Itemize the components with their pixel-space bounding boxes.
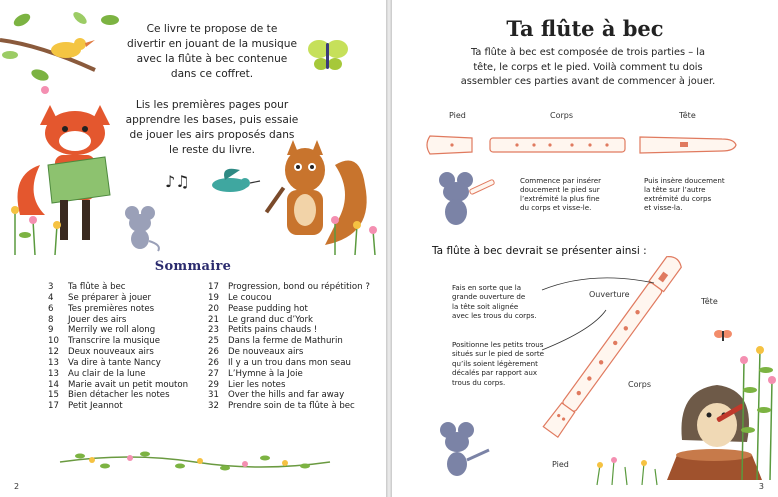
toc-entry	[208, 390, 378, 401]
instruction-line: Puis insère doucement	[644, 176, 725, 185]
toc-entry	[48, 369, 208, 380]
flowers-left-illustration	[5, 190, 85, 255]
toc-page-number: 3	[48, 282, 54, 292]
toc-title: Pease pudding hot	[228, 303, 308, 314]
page-number-right: 3	[758, 482, 764, 491]
toc-entry	[48, 390, 208, 401]
instruction-line: doucement le pied sur	[520, 185, 600, 195]
toc-page-number: 29	[208, 379, 219, 390]
toc-entry	[48, 304, 208, 315]
toc-entry	[208, 293, 378, 304]
toc-title: Se préparer à jouer	[68, 292, 152, 303]
note-line: qu’ils soient légèrement	[452, 358, 538, 368]
toc-title: Petit Jeannot	[68, 401, 123, 412]
toc-entry	[48, 293, 208, 304]
toc-page-number: 15	[48, 390, 59, 401]
intro-line: le reste du livre.	[169, 144, 255, 156]
label-pied: Pied	[449, 111, 466, 120]
toc-page-number: 6	[48, 303, 54, 314]
hummingbird-illustration	[200, 165, 260, 200]
label-corps: Corps	[550, 111, 574, 120]
note-line: la tête soit alignée	[452, 301, 519, 311]
toc-entry	[48, 401, 208, 412]
toc-title: Jouer des airs	[68, 314, 127, 325]
toc-entry	[48, 325, 208, 336]
sommaire-title: Sommaire	[154, 259, 232, 274]
branch-bird-illustration	[0, 0, 130, 100]
note-line: avec les trous du corps.	[452, 311, 537, 321]
intro-line: de jouer les airs proposés dans	[129, 129, 295, 141]
toc-entry	[48, 282, 208, 293]
grass-flowers-bottom	[592, 455, 672, 485]
toc-page-number: 19	[208, 292, 219, 303]
toc-entry	[48, 380, 208, 391]
toc-column-1	[48, 282, 208, 412]
note-line: trous du corps.	[452, 377, 506, 387]
toc-page-number: 17	[208, 282, 219, 292]
toc-page-number: 13	[48, 357, 59, 368]
toc-page-number: 14	[48, 379, 59, 390]
left-page	[0, 0, 386, 497]
toc-title: Va dire à tante Nancy	[68, 357, 161, 368]
toc-page-number: 13	[48, 368, 59, 379]
flowers-right-page-illustration	[732, 330, 778, 480]
intro-line: Ce livre te propose de te	[146, 23, 278, 35]
instruction-line: et visse-la.	[644, 203, 683, 213]
toc-title: Le grand duc d’York	[228, 314, 313, 325]
right-page	[392, 0, 778, 497]
note-line: grande ouverture de	[452, 292, 526, 302]
instruction-line: l’extrémité la plus fine	[520, 194, 600, 204]
toc-title: Transcrire la musique	[68, 336, 160, 347]
toc-page-number: 9	[48, 325, 54, 336]
instruction-line: Commence par insérer	[520, 176, 602, 185]
vine-decoration	[60, 446, 330, 478]
subtitle-line: tête, le corps et le pied. Voilà comment tu dois	[473, 61, 703, 73]
subtitle-line: Ta flûte à bec est composée de trois parties – la	[471, 47, 705, 58]
toc-entry	[48, 347, 208, 358]
toc-title: Merrily we roll along	[68, 325, 156, 336]
toc-title: Le coucou	[228, 292, 272, 303]
toc-title: Prendre soin de ta flûte à bec	[228, 401, 355, 412]
toc-page-number: 4	[48, 292, 54, 303]
mouse-pointing-illustration	[434, 420, 494, 480]
toc-entry	[208, 336, 378, 347]
intro-paragraph-1	[122, 22, 302, 82]
note-line: décalés par rapport aux	[452, 368, 538, 378]
toc-title: Tes premières notes	[68, 303, 155, 314]
intro-line: dans ce coffret.	[170, 68, 254, 80]
toc-entry	[48, 358, 208, 369]
page-number-left: 2	[14, 482, 20, 491]
toc-page-number: 25	[208, 336, 219, 347]
toc-page-number: 12	[48, 347, 59, 358]
toc-page-number: 26	[208, 347, 219, 358]
toc-entry	[48, 315, 208, 326]
toc-title: De nouveaux airs	[228, 347, 304, 358]
toc-title: Lier les notes	[228, 379, 286, 390]
label-pied-diagram: Pied	[552, 460, 569, 469]
label-tete: Tête	[679, 111, 696, 120]
toc-entry	[208, 369, 378, 380]
intro-line: apprendre les bases, puis essaie	[125, 114, 299, 126]
butterfly-illustration	[305, 35, 350, 75]
butterfly-small-icon	[714, 328, 732, 344]
music-notes-icon	[165, 172, 191, 190]
label-corps-diagram: Corps	[628, 380, 652, 389]
toc-page-number: 23	[208, 325, 219, 336]
toc-title: Bien détacher les notes	[68, 390, 170, 401]
note-line: Positionne les petits trous	[452, 340, 544, 349]
toc-entry	[208, 380, 378, 391]
svg-text:♪♫: ♪♫	[165, 172, 190, 191]
toc-column-2	[208, 282, 378, 412]
toc-entry	[208, 325, 378, 336]
toc-page-number: 17	[48, 401, 59, 412]
toc-entry	[208, 347, 378, 358]
toc-page-number: 20	[208, 303, 219, 314]
toc-title: Ta flûte à bec	[68, 282, 126, 292]
toc-entry	[208, 315, 378, 326]
flowers-right-illustration	[325, 205, 385, 255]
note-line: situés sur le pied de sorte	[452, 349, 545, 359]
intro-line: avec la flûte à bec contenue	[136, 53, 288, 65]
toc-title: Over the hills and far away	[228, 390, 345, 401]
toc-title: Marie avait un petit mouton	[68, 379, 189, 390]
toc-title: Deux nouveaux airs	[68, 347, 154, 358]
label-tete-diagram: Tête	[701, 297, 718, 306]
toc-page-number: 31	[208, 390, 219, 401]
toc-page-number: 27	[208, 368, 219, 379]
toc-page-number: 26	[208, 357, 219, 368]
label-ouverture: Ouverture	[589, 290, 630, 299]
instruction-line: du corps et visse-le.	[520, 203, 592, 213]
toc-title: Progression, bond ou répétition ?	[228, 282, 370, 292]
toc-title: Petits pains chauds !	[228, 325, 318, 336]
mouse-illustration	[120, 205, 165, 253]
toc-entry	[208, 282, 378, 293]
toc-title: Il y a un trou dans mon seau	[228, 357, 351, 368]
assembled-heading: Ta flûte à bec devrait se présenter ainsi :	[432, 245, 647, 257]
toc-title: Au clair de la lune	[68, 368, 146, 379]
toc-page-number: 21	[208, 314, 219, 325]
intro-line: Lis les premières pages pour	[135, 99, 289, 111]
toc-page-number: 32	[208, 401, 219, 412]
instruction-line: extrémité du corps	[644, 194, 712, 204]
toc-title: Dans la ferme de Mathurin	[228, 336, 343, 347]
toc-title: L’Hymne à la Joie	[228, 368, 303, 379]
intro-line: divertir en jouant de la musique	[127, 38, 297, 50]
toc-entry	[208, 304, 378, 315]
toc-entry	[208, 401, 378, 412]
toc-entry	[208, 358, 378, 369]
toc-entry	[48, 336, 208, 347]
page-title: Ta flûte à bec	[506, 16, 664, 41]
instruction-line: la tête sur l’autre	[644, 185, 706, 195]
subtitle-line: assembler ces parties avant de commencer à jouer.	[460, 76, 716, 87]
toc-page-number: 8	[48, 314, 54, 325]
toc-page-number: 10	[48, 336, 59, 347]
note-line: Fais en sorte que la	[452, 283, 522, 292]
